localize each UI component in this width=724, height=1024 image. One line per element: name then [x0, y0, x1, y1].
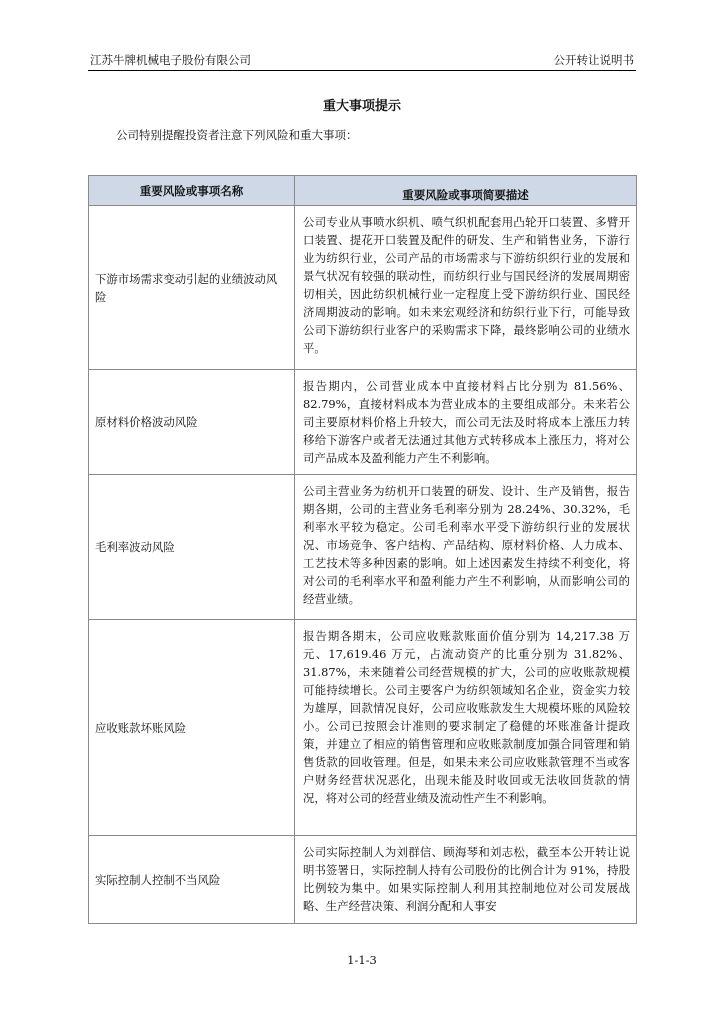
risk-description: 报告期内，公司营业成本中直接材料占比分别为 81.56%、82.79%，直接材料成本为营业成本的主要组成部分。未来若公司主要原材料价格上升较大，而公司无法及时将成本上涨压力转移给下游客户或者无法通过其他方式转移成本上涨压力，将对公司产品成本及盈利能力产生不利影响。: [295, 370, 637, 475]
table-row: [89, 836, 637, 924]
risk-name: 下游市场需求变动引起的业绩波动风险: [89, 206, 295, 370]
page-number: 1-1-3: [347, 953, 377, 967]
page-header: [88, 50, 636, 71]
risk-table: [88, 175, 637, 924]
risk-description: 公司实际控制人为刘群信、顾海琴和刘志松，截至本公开转让说明书签署日，实际控制人持有公司股份的比例合计为 91%，持股比例较为集中。如果实际控制人利用其控制地位对公司发展战略、生产经营决策、利润分配和人事安: [295, 836, 637, 924]
risk-name: 应收账款坏账风险: [89, 620, 295, 836]
table-row: [89, 370, 637, 475]
table-row: [89, 620, 637, 836]
table-row: [89, 475, 637, 620]
column-header-description: 重要风险或事项简要描述: [295, 176, 637, 206]
header-document-type: 公开转让说明书: [553, 53, 634, 67]
risk-name: 实际控制人控制不当风险: [89, 836, 295, 924]
table-row: [89, 206, 637, 370]
intro-text: 公司特别提醒投资者注意下列风险和重大事项：: [116, 128, 358, 142]
column-header-name: 重要风险或事项名称: [89, 176, 295, 206]
risk-name: 原材料价格波动风险: [89, 370, 295, 475]
table-header-row: [89, 176, 637, 206]
risk-description: 报告期各期末，公司应收账款账面价值分别为 14,217.38 万元、17,619.46 万元，占流动资产的比重分别为 31.82%、31.87%，未来随着公司经营规模的扩大，公司的应收账款规模可能持续增长。公司主要客户为纺织领域知名企业，资金实力较为雄厚，回款情况良好，公司应收账款发生大规模坏账的风险较小。公司已按照会计准则的要求制定了稳健的坏账准备计提政策，并建立了相应的销售管理和应收账款制度加强合同管理和销售货款的回收管理。但是，如果未来公司应收账款管理不当或客户财务经营状况恶化，出现未能及时收回或无法收回货款的情况，将对公司的经营业绩及流动性产生不利影响。: [295, 620, 637, 836]
section-title: 重大事项提示: [322, 99, 401, 114]
risk-description: 公司主营业务为纺机开口装置的研发、设计、生产及销售，报告期各期，公司的主营业务毛利率分别为 28.24%、30.32%，毛利率水平较为稳定。公司毛利率水平受下游纺织行业的发展状况、市场竞争、客户结构、产品结构、原材料价格、人力成本、工艺技术等多种因素的影响。如上述因素发生持续不利变化，将对公司的毛利率水平和盈利能力产生不利影响，从而影响公司的经营业绩。: [295, 475, 637, 620]
risk-name: 毛利率波动风险: [89, 475, 295, 620]
header-company-name: 江苏牛牌机械电子股份有限公司: [90, 53, 251, 67]
risk-description: 公司专业从事喷水织机、喷气织机配套用凸轮开口装置、多臂开口装置、提花开口装置及配件的研发、生产和销售业务，下游行业为纺织行业，公司产品的市场需求与下游纺织织行业的发展和景气状况有较强的联动性，而纺织行业与国民经济的发展周期密切相关，因此纺织机械行业一定程度上受下游纺织行业、国民经济周期波动的影响。如未来宏观经济和纺织行业下行，可能导致公司下游纺织行业客户的采购需求下降，最终影响公司的业绩水平。: [295, 206, 637, 370]
